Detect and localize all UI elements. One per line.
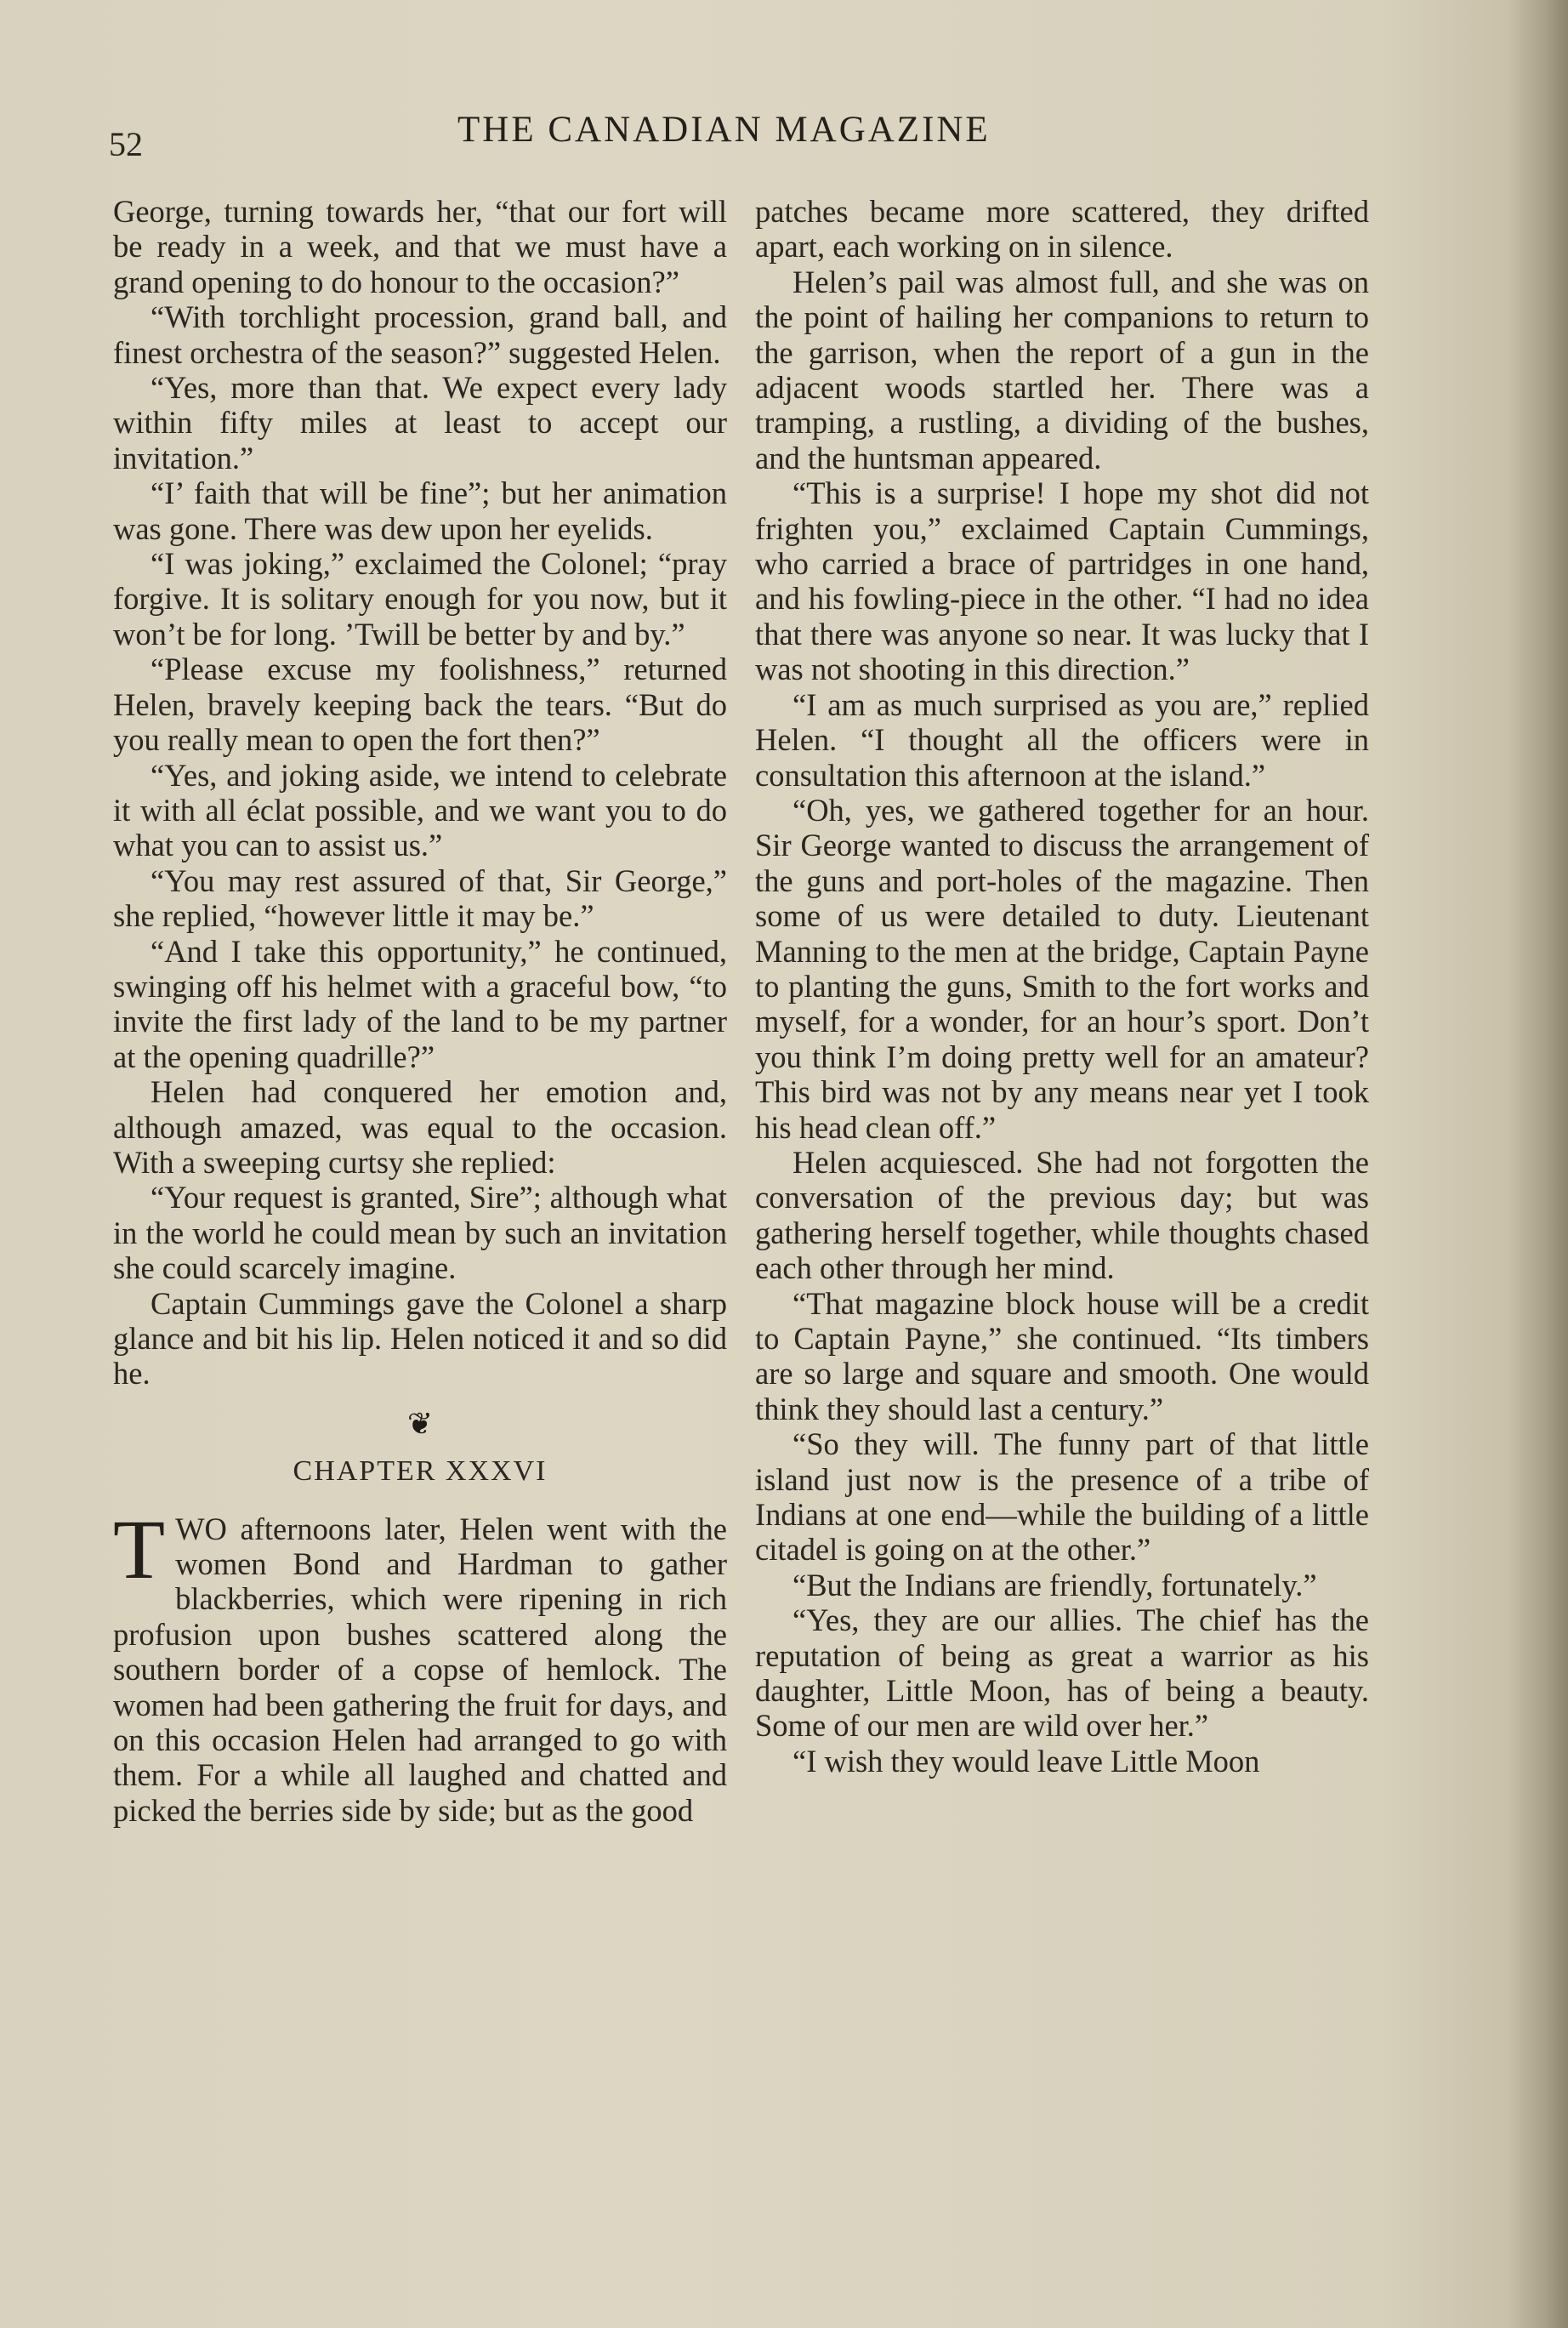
paragraph: “Oh, yes, we gathered together for an hour. Sir George wanted to discuss the arrangement of the guns and port-holes of the magazine. Then some of us were detailed to duty. Lieutenant Manning to the men at the bridge, Captain Payne to planting the guns, Smith to the fort works and myself, for a wonder, for an hour’s sport. Don’t you think I’m doing pretty well for an amateur? This bird was not by any means near yet I took his head clean off.” (755, 792, 1369, 1145)
paragraph: patches became more scattered, they drifted apart, each working on in silence. (755, 194, 1369, 265)
paragraph: Helen acquiesced. She had not forgotten the conversation of the previous day; but was gathering herself together, while thoughts chased each other through her mind. (755, 1144, 1369, 1286)
paragraph: “But the Indians are friendly, fortunately.” (793, 1567, 1317, 1602)
paragraph: “Yes, they are our allies. The chief has the reputation of being as great a warrior as his daughter, Little Moon, has of being a beauty. Some of our men are wild over her.” (755, 1602, 1369, 1744)
page-number: 52 (109, 125, 143, 163)
paragraph: George, turning towards her, “that our fort will be ready in a week, and that we must have a grand opening to do honour to the occasion?” (113, 194, 727, 299)
section-ornament-icon: ❦ (406, 1406, 434, 1441)
paragraph: “I’ faith that will be fine”; but her animation was gone. There was dew upon her eyelids. (113, 475, 727, 546)
paragraph: “And I take this opportunity,” he continued, swinging off his helmet with a graceful bow, “to invite the first lady of the land to be my partner at the opening quadrille?” (113, 933, 727, 1074)
paragraph: “With torchlight procession, grand ball, and finest orchestra of the season?” suggested Helen. (113, 299, 727, 370)
paragraph: “Please excuse my foolishness,” returned Helen, bravely keeping back the tears. “But do you really mean to open the fort then?” (113, 652, 727, 758)
drop-cap: T (113, 1501, 166, 1597)
paragraph: “Yes, more than that. We expect every lady within fifty miles at least to accept our invitation.” (113, 370, 727, 475)
paragraph: Captain Cummings gave the Colonel a sharp glance and bit his lip. Helen noticed it and so did he. (113, 1285, 727, 1392)
paragraph: “So they will. The funny part of that little island just now is the presence of a tribe of Indians at one end—while the building of a little citadel is going on at the other.” (755, 1426, 1369, 1568)
right-column (755, 194, 1369, 1779)
chapter-heading: CHAPTER XXXVI (293, 1455, 548, 1488)
paragraph: “You may rest assured of that, Sir George,” she replied, “however little it may be.” (113, 862, 727, 934)
paragraph: Helen’s pail was almost full, and she was on the point of hailing her companions to return to the garrison, when the report of a gun in the adjacent woods startled her. There was a tramping, a rustling, a dividing of the bushes, and the huntsman appeared. (755, 264, 1369, 475)
page-edge-shadow (1508, 0, 1568, 2328)
paragraph: “I was joking,” exclaimed the Colonel; “pray forgive. It is solitary enough for you now, but it won’t be for long. ’Twill be better by and by.” (113, 546, 727, 652)
left-column (113, 194, 727, 1828)
running-title: THE CANADIAN MAGAZINE (457, 110, 991, 150)
paragraph: “That magazine block house will be a credit to Captain Payne,” she continued. “Its timbers are so large and square and smooth. One would think they should last a century.” (755, 1285, 1369, 1426)
paragraph: “Yes, and joking aside, we intend to celebrate it with all éclat possible, and we want you to do what you can to assist us.” (113, 757, 727, 863)
paragraph: “I am as much surprised as you are,” replied Helen. “I thought all the officers were in consultation this afternoon at the island.” (755, 686, 1369, 793)
running-header (109, 109, 1367, 163)
paragraph: “Your request is granted, Sire”; although what in the world he could mean by such an invitation she could scarcely imagine. (113, 1180, 727, 1286)
chapter-opening-text: WO afternoons later, Helen went with the women Bond and Hardman to gather blackberries, which were ripening in rich profusion upon bushes scattered along the southern border of a copse of hemlock. The women had been gathering the fruit for days, and on this occasion Helen had arranged to go with them. For a while all laughed and chatted and picked the berries side by side; but as the good (113, 1511, 727, 1828)
chapter-opening-paragraph (113, 1501, 727, 1829)
paragraph: Helen had conquered her emotion and, although amazed, was equal to the occasion. With a sweeping curtsy she replied: (113, 1074, 727, 1180)
paragraph: “This is a surprise! I hope my shot did not frighten you,” exclaimed Captain Cummings, who carried a brace of partridges in one hand, and his fowling-piece in the other. “I had no idea that there was anyone so near. It was lucky that I was not shooting in this direction.” (755, 475, 1369, 687)
paragraph: “I wish they would leave Little Moon (793, 1743, 1260, 1779)
